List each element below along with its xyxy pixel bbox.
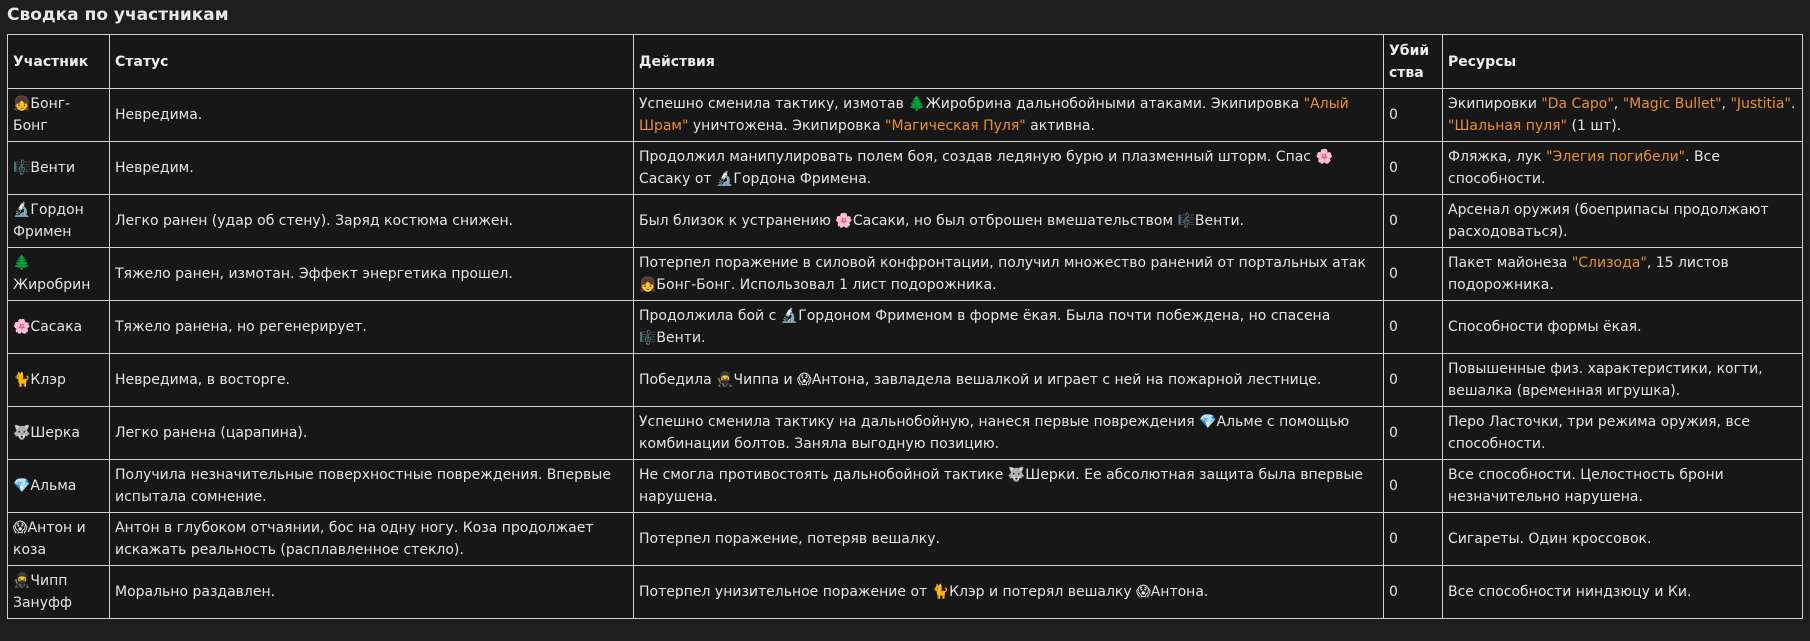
resources-cell <box>1443 513 1803 566</box>
text-segment: Успешно сменила тактику на дальнобойную, нанеся первые повреждения 💎Альме с помощью комбинации болтов. Заняла выгодную позицию. <box>639 414 1350 452</box>
table-row <box>8 142 1803 195</box>
actions-cell <box>634 142 1384 195</box>
table-row <box>8 407 1803 460</box>
highlighted-item: "Элегия погибели" <box>1546 149 1686 165</box>
text-segment: Потерпел поражение, потеряв вешалку. <box>639 531 940 547</box>
highlighted-item: "Магическая Пуля" <box>885 118 1026 134</box>
page-title: Сводка по участникам <box>7 5 229 25</box>
table-row <box>8 89 1803 142</box>
text-segment: Экипировки <box>1448 96 1542 112</box>
actions-cell <box>634 89 1384 142</box>
participant-cell: 🌸Сасака <box>8 301 110 354</box>
table-row <box>8 301 1803 354</box>
text-segment: Не смогла противостоять дальнобойной тактике 🐺Шерки. Ее абсолютная защита была впервые нарушена. <box>639 467 1364 505</box>
text-segment: Способности формы ёкая. <box>1448 319 1642 335</box>
header-participant: Участник <box>8 35 110 89</box>
actions-cell <box>634 354 1384 407</box>
kills-cell: 0 <box>1384 566 1443 619</box>
resources-cell <box>1443 566 1803 619</box>
table-row <box>8 354 1803 407</box>
actions-cell <box>634 195 1384 248</box>
text-segment: Продолжил манипулировать полем боя, создав ледяную бурю и плазменный шторм. Спас 🌸Сасаку от 🔬Гордона Фримена. <box>639 149 1333 187</box>
status-cell: Невредим. <box>110 142 634 195</box>
text-segment: Продолжила бой с 🔬Гордоном Фрименом в форме ёкая. Была почти побеждена, но спасена 🎼Венти. <box>639 308 1331 346</box>
highlighted-item: "Алый Шрам" <box>639 96 1349 134</box>
actions-cell <box>634 513 1384 566</box>
kills-cell: 0 <box>1384 354 1443 407</box>
resources-cell <box>1443 142 1803 195</box>
highlighted-item: "Justitia" <box>1730 96 1791 112</box>
text-segment: Все способности ниндзюцу и Ки. <box>1448 584 1692 600</box>
table-header <box>8 35 1803 89</box>
resources-cell <box>1443 195 1803 248</box>
status-cell: Тяжело ранена, но регенерирует. <box>110 301 634 354</box>
kills-cell: 0 <box>1384 89 1443 142</box>
table-row <box>8 566 1803 619</box>
participant-cell: 🎼Венти <box>8 142 110 195</box>
text-segment: (1 шт). <box>1567 118 1622 134</box>
kills-cell: 0 <box>1384 301 1443 354</box>
status-cell: Невредима. <box>110 89 634 142</box>
header-resources: Ресурсы <box>1443 35 1803 89</box>
status-cell: Морально раздавлен. <box>110 566 634 619</box>
status-cell: Тяжело ранен, измотан. Эффект энергетика прошел. <box>110 248 634 301</box>
text-segment: Все способности. Целостность брони незначительно нарушена. <box>1448 467 1724 505</box>
text-segment: Арсенал оружия (боеприпасы продолжают расходоваться). <box>1448 202 1769 240</box>
participant-cell: 😱Антон и коза <box>8 513 110 566</box>
resources-cell <box>1443 89 1803 142</box>
actions-cell <box>634 460 1384 513</box>
kills-cell: 0 <box>1384 513 1443 566</box>
text-segment: уничтожена. Экипировка <box>688 118 886 134</box>
table-row <box>8 460 1803 513</box>
text-segment: Успешно сменила тактику, измотав 🌲Жиробрина дальнобойными атаками. Экипировка <box>639 96 1304 112</box>
participant-cell: 🔬Гордон Фримен <box>8 195 110 248</box>
text-segment: , <box>1613 96 1623 112</box>
header-actions: Действия <box>634 35 1384 89</box>
participant-cell: 🐺Шерка <box>8 407 110 460</box>
status-cell: Легко ранена (царапина). <box>110 407 634 460</box>
text-segment: Повышенные физ. характеристики, когти, вешалка (временная игрушка). <box>1448 361 1763 399</box>
actions-cell <box>634 566 1384 619</box>
kills-cell: 0 <box>1384 142 1443 195</box>
kills-cell: 0 <box>1384 195 1443 248</box>
text-segment: Перо Ласточки, три режима оружия, все способности. <box>1448 414 1751 452</box>
kills-cell: 0 <box>1384 407 1443 460</box>
header-kills: Убийства <box>1384 35 1443 89</box>
actions-cell <box>634 407 1384 460</box>
header-row <box>8 35 1803 89</box>
text-segment: Пакет майонеза <box>1448 255 1572 271</box>
table-row <box>8 513 1803 566</box>
participant-cell: 🥷Чипп Зануфф <box>8 566 110 619</box>
status-cell: Антон в глубоком отчаянии, бос на одну ногу. Коза продолжает искажать реальность (расплавленное стекло). <box>110 513 634 566</box>
participant-cell: 🐈Клэр <box>8 354 110 407</box>
table-row <box>8 195 1803 248</box>
text-segment: Сигареты. Один кроссовок. <box>1448 531 1652 547</box>
header-status: Статус <box>110 35 634 89</box>
actions-cell <box>634 301 1384 354</box>
highlighted-item: "Шальная пуля" <box>1448 118 1568 134</box>
kills-cell: 0 <box>1384 248 1443 301</box>
participants-table <box>7 34 1803 619</box>
text-segment: Победила 🥷Чиппа и 😱Антона, завладела вешалкой и играет с ней на пожарной лестнице. <box>639 372 1322 388</box>
text-segment: Фляжка, лук <box>1448 149 1547 165</box>
kills-cell: 0 <box>1384 460 1443 513</box>
participant-cell: 👧Бонг-Бонг <box>8 89 110 142</box>
actions-cell <box>634 248 1384 301</box>
text-segment: . <box>1790 96 1796 112</box>
participant-cell: 💎Альма <box>8 460 110 513</box>
resources-cell <box>1443 354 1803 407</box>
highlighted-item: "Magic Bullet" <box>1622 96 1722 112</box>
highlighted-item: "Слизода" <box>1571 255 1647 271</box>
participant-cell: 🌲Жиробрин <box>8 248 110 301</box>
table-body <box>8 89 1803 619</box>
status-cell: Легко ранен (удар об стену). Заряд костюма снижен. <box>110 195 634 248</box>
text-segment: Потерпел унизительное поражение от 🐈Клэр и потерял вешалку 😱Антона. <box>639 584 1209 600</box>
status-cell: Получила незначительные поверхностные повреждения. Впервые испытала сомнение. <box>110 460 634 513</box>
text-segment: Был близок к устранению 🌸Сасаки, но был отброшен вмешательством 🎼Венти. <box>639 213 1244 229</box>
text-segment: активна. <box>1025 118 1095 134</box>
resources-cell <box>1443 301 1803 354</box>
resources-cell <box>1443 407 1803 460</box>
text-segment: Потерпел поражение в силовой конфронтации, получил множество ранений от портальных атак 👧Бонг-Бонг. Использовал 1 лист подорожника. <box>639 255 1366 293</box>
text-segment: , 15 листов подорожника. <box>1448 255 1729 293</box>
resources-cell <box>1443 248 1803 301</box>
resources-cell <box>1443 460 1803 513</box>
highlighted-item: "Da Capo" <box>1541 96 1614 112</box>
table-row <box>8 248 1803 301</box>
status-cell: Невредима, в восторге. <box>110 354 634 407</box>
text-segment: . Все способности. <box>1448 149 1720 187</box>
text-segment: , <box>1721 96 1731 112</box>
